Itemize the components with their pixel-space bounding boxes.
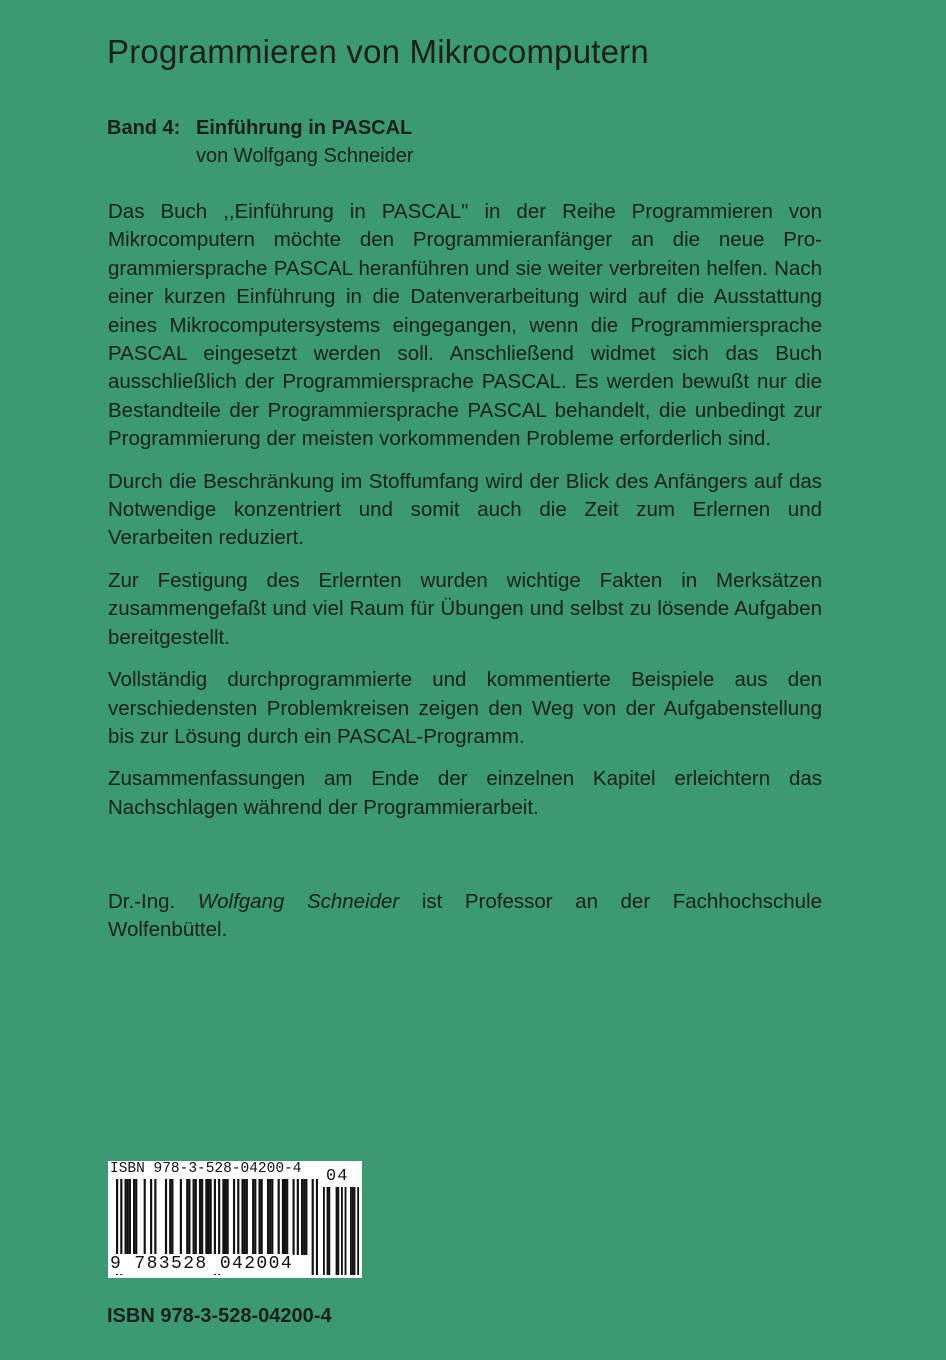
barcode-bar — [271, 1179, 273, 1255]
barcode-bar — [224, 1179, 226, 1255]
blurb-paragraph: Das Buch ,,Einführung in PASCAL" in der Reihe Programmieren von Mikrocomputern möchte den Programmieranfänger an die neue Programmiersprache PASCAL heranführen und sie weiter verbreiten helfen. Nach einer kurzen Einführung in die Datenverarbeitung wird auf die Ausstattung eines Mikrocomputersystems eingegangen, wenn die Programmiersprache PASCAL eingesetzt werden soll. Anschließend widmet sich das Buch ausschließlich der Programmiersprache PASCAL. Es werden bewußt nur die Bestandteile der Programmiersprache PASCAL behandelt, die unbedingt zur Programmierung der meisten vorkommenden Probleme erforderlich sind. — [108, 200, 822, 451]
barcode-bar — [171, 1179, 173, 1255]
author-note — [108, 888, 822, 945]
barcode-bar — [144, 1179, 146, 1255]
barcode-bar — [297, 1179, 299, 1255]
barcode-bar — [269, 1179, 271, 1255]
barcode-addon-bar — [350, 1187, 352, 1275]
author-name: Wolfgang Schneider — [197, 890, 400, 913]
barcode-bar — [227, 1179, 229, 1255]
barcode-bar — [205, 1179, 207, 1255]
barcode-bar — [312, 1179, 314, 1275]
barcode-addon-bar — [323, 1187, 325, 1275]
barcode-bar — [278, 1179, 280, 1255]
blurb — [108, 198, 822, 836]
barcode-addon-bar — [327, 1187, 329, 1275]
barcode-bar — [244, 1179, 246, 1255]
barcode-bar — [254, 1179, 256, 1255]
barcode-bar — [169, 1179, 171, 1255]
barcode-bar — [284, 1179, 286, 1255]
barcode-bar — [201, 1179, 203, 1255]
volume-author: von Wolfgang Schneider — [196, 145, 414, 167]
barcode-bar — [188, 1179, 190, 1255]
barcode-addon-bar — [354, 1187, 356, 1275]
barcode-addon — [322, 1165, 360, 1275]
barcode-bar — [199, 1179, 201, 1255]
barcode-bar — [233, 1179, 235, 1255]
barcode-bar — [165, 1179, 167, 1255]
barcode-bar — [246, 1179, 248, 1255]
barcode-bar — [195, 1179, 197, 1255]
barcode-bar — [210, 1179, 212, 1255]
barcode — [108, 1161, 362, 1278]
series-title: Programmieren von Mikrocomputern — [107, 33, 649, 70]
barcode-addon-bars — [322, 1165, 360, 1275]
barcode-bar — [303, 1179, 305, 1255]
blurb-paragraph: Zur Festigung des Erlernten wurden wichtige Fakten in Merksätzen zusammengefaßt und viel Raum für Übungen und selbst zu lösende Aufgaben bereitgestellt. — [108, 568, 822, 649]
barcode-digits: 9 783528 042004 — [110, 1254, 294, 1274]
barcode-addon-bar — [341, 1187, 343, 1275]
barcode-addon-bar — [337, 1187, 339, 1275]
isbn-text: ISBN 978-3-528-04200-4 — [107, 1305, 332, 1327]
barcode-bar — [237, 1179, 239, 1255]
barcode-bar — [292, 1179, 294, 1255]
barcode-bar — [127, 1179, 129, 1255]
barcode-addon-bar — [328, 1187, 330, 1275]
barcode-bar — [133, 1179, 135, 1255]
barcode-bar — [150, 1179, 152, 1255]
barcode-bar — [282, 1179, 284, 1255]
barcode-bar — [252, 1179, 254, 1255]
barcode-bar — [222, 1179, 224, 1255]
barcode-bar — [154, 1179, 156, 1255]
barcode-bar — [241, 1179, 243, 1255]
author-description: ist Professor an der Fachhochschule Wolfenbüttel. — [108, 890, 822, 942]
barcode-bar — [301, 1179, 303, 1255]
barcode-bar — [316, 1179, 318, 1275]
barcode-bar — [305, 1179, 307, 1255]
blurb-paragraph: Vollständig durchprogrammierte und kommentierte Beispiele aus den verschiedensten Problemkreisen zeigen den Weg von der Aufgabenstellung bis zur Lösung durch ein PASCAL-Programm. — [108, 668, 822, 748]
barcode-bar — [125, 1179, 127, 1255]
volume-title-row — [107, 114, 414, 142]
barcode-addon-bar — [336, 1187, 338, 1275]
volume-number: Band 4: — [107, 117, 181, 139]
barcode-bar — [193, 1179, 195, 1255]
barcode-bar — [267, 1179, 269, 1255]
barcode-isbn-label: ISBN 978-3-528-04200-4 — [110, 1161, 302, 1177]
barcode-bar — [261, 1179, 263, 1255]
barcode-bar — [135, 1179, 137, 1255]
barcode-bar — [129, 1179, 131, 1255]
blurb-paragraph: Durch die Beschränkung im Stoffumfang wird der Blick des Anfängers auf das Notwendige konzentriert und somit auch die Zeit zum Erlernen und Verarbeiten reduziert. — [108, 469, 822, 550]
barcode-bar — [258, 1179, 260, 1255]
author-title: Dr.-Ing. — [108, 890, 176, 913]
volume-title: Einführung in PASCAL — [196, 117, 413, 139]
barcode-bar — [207, 1179, 209, 1255]
barcode-bar — [286, 1179, 288, 1255]
barcode-addon-bar — [352, 1187, 354, 1275]
volume-heading — [107, 114, 414, 170]
barcode-bar — [180, 1179, 182, 1255]
barcode-bar — [186, 1179, 188, 1255]
barcode-addon-bar — [357, 1187, 359, 1275]
blurb-paragraph: Zusammenfassungen am Ende der einzelnen Kapitel erleichtern das Nachschlagen während der Programmierarbeit. — [108, 767, 822, 819]
barcode-addon-bar — [345, 1187, 347, 1275]
barcode-addon-digits: 04 — [326, 1167, 349, 1186]
